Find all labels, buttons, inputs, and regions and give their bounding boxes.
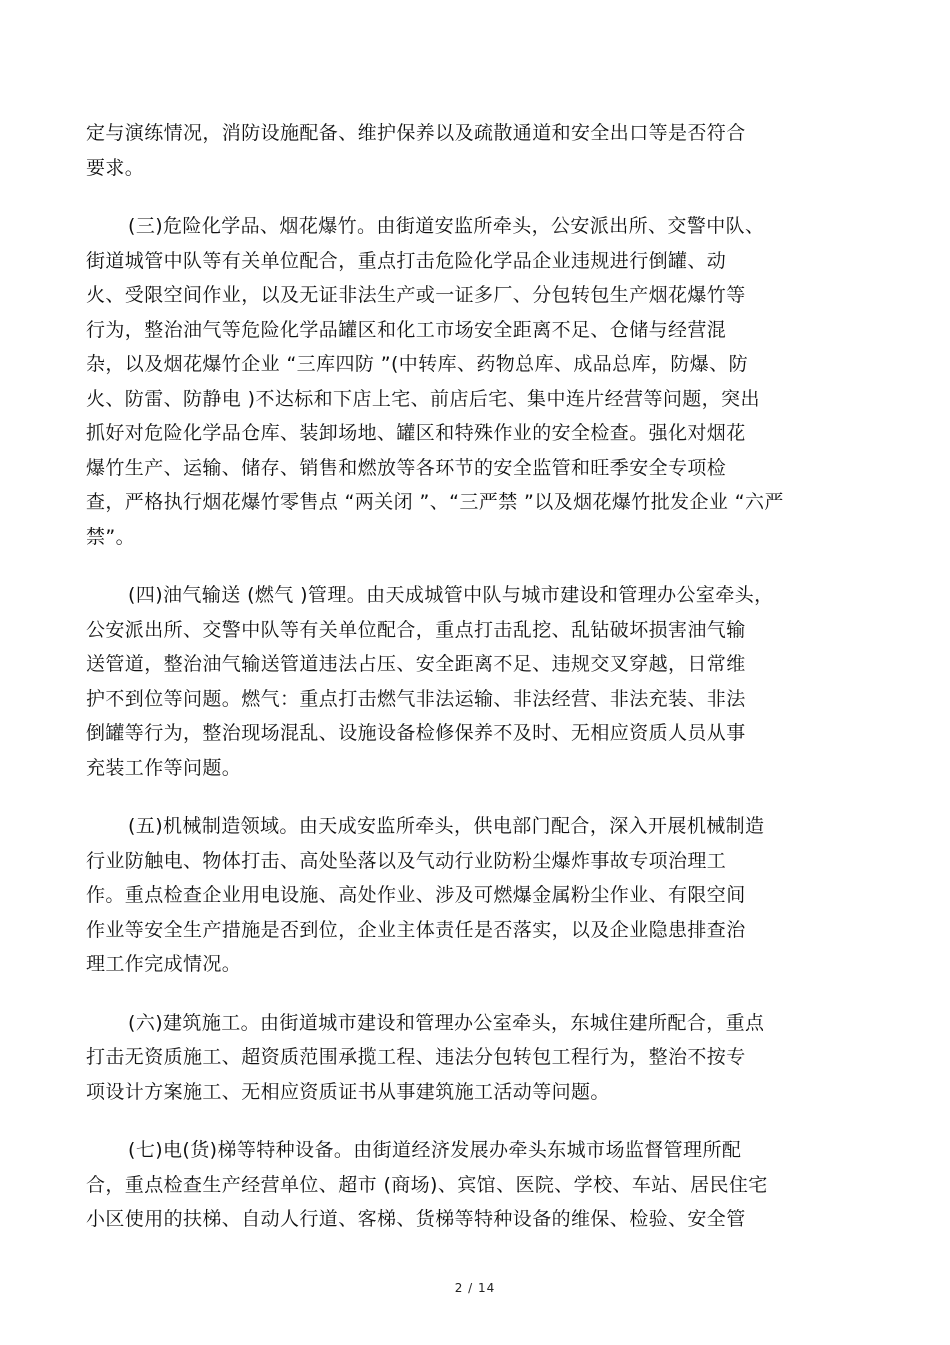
text-line: 火、受限空间作业，以及无证非法生产或一证多厂、分包转包生产烟花爆竹等 [86,284,746,306]
text-line: (三)危险化学品、烟花爆竹。由街道安监所牵头，公安派出所、交警中队、 [128,215,765,237]
text-line: 查，严格执行烟花爆竹零售点 “两关闭 ”、“三严禁 ”以及烟花爆竹批发企业 “六严 [86,491,784,513]
paragraph-special-equipment [86,1133,866,1237]
page-number: 2 / 14 [454,1281,496,1295]
text-line: 行业防触电、物体打击、高处坠落以及气动行业防粉尘爆炸事故专项治理工 [86,849,727,872]
text-line: 理工作完成情况。 [86,953,242,975]
text-line: 小区使用的扶梯、自动人行道、客梯、货梯等特种设备的维保、检验、安全管 [86,1208,746,1230]
paragraph-hazardous-chemicals [86,209,866,554]
paragraph-continuation [86,116,866,185]
text-line: 街道城管中队等有关单位配合，重点打击危险化学品企业违规进行倒罐、动 [86,249,727,272]
text-line: 作。重点检查企业用电设施、高处作业、涉及可燃爆金属粉尘作业、有限空间 [86,884,746,906]
text-line: 护不到位等问题。燃气：重点打击燃气非法运输、非法经营、非法充装、非法 [86,687,746,710]
text-line: (七)电(货)梯等特种设备。由街道经济发展办牵头东城市场监督管理所配 [128,1139,742,1161]
text-line: 倒罐等行为，整治现场混乱、设施设备检修保养不及时、无相应资质人员从事 [86,722,746,744]
text-line: 抓好对危险化学品仓库、装卸场地、罐区和特殊作业的安全检查。强化对烟花 [86,422,746,444]
text-line: (六)建筑施工。由街道城市建设和管理办公室牵头，东城住建所配合，重点 [128,1011,765,1034]
text-line: 充装工作等问题。 [86,756,242,779]
text-line: 合，重点检查生产经营单位、超市 (商场)、宾馆、医院、学校、车站、居民住宅 [86,1173,768,1196]
text-line: 项设计方案施工、无相应资质证书从事建筑施工活动等问题。 [86,1080,610,1103]
text-line: 作业等安全生产措施是否到位，企业主体责任是否落实，以及企业隐患排查治 [86,918,746,941]
text-line: 送管道，整治油气输送管道违法占压、安全距离不足、违规交叉穿越，日常维 [86,653,746,675]
text-line: 定与演练情况，消防设施配备、维护保养以及疏散通道和安全出口等是否符合 [86,122,746,144]
document-body [86,116,866,1261]
paragraph-construction [86,1006,866,1110]
text-line: 火、防雷、防静电 )不达标和下店上宅、前店后宅、集中连片经营等问题，突出 [86,387,760,410]
text-line: (五)机械制造领域。由天成安监所牵头，供电部门配合，深入开展机械制造 [128,815,765,837]
text-line: 要求。 [86,156,145,179]
text-line: 爆竹生产、运输、储存、销售和燃放等各环节的安全监管和旺季安全专项检 [86,456,727,479]
text-line: 打击无资质施工、超资质范围承揽工程、违法分包转包工程行为，整治不按专 [86,1046,746,1068]
text-line: 禁”。 [86,525,136,548]
text-line: 行为，整治油气等危险化学品罐区和化工市场安全距离不足、仓储与经营混 [86,318,727,341]
text-line: (四)油气输送 (燃气 )管理。由天成城管中队与城市建设和管理办公室牵头， [128,584,774,606]
text-line: 杂，以及烟花爆竹企业 “三库四防 ”(中转库、药物总库、成品总库，防爆、防 [86,353,748,375]
paragraph-oil-gas-pipeline [86,578,866,785]
paragraph-machinery [86,809,866,982]
text-line: 公安派出所、交警中队等有关单位配合，重点打击乱挖、乱钻破坏损害油气输 [86,618,746,641]
